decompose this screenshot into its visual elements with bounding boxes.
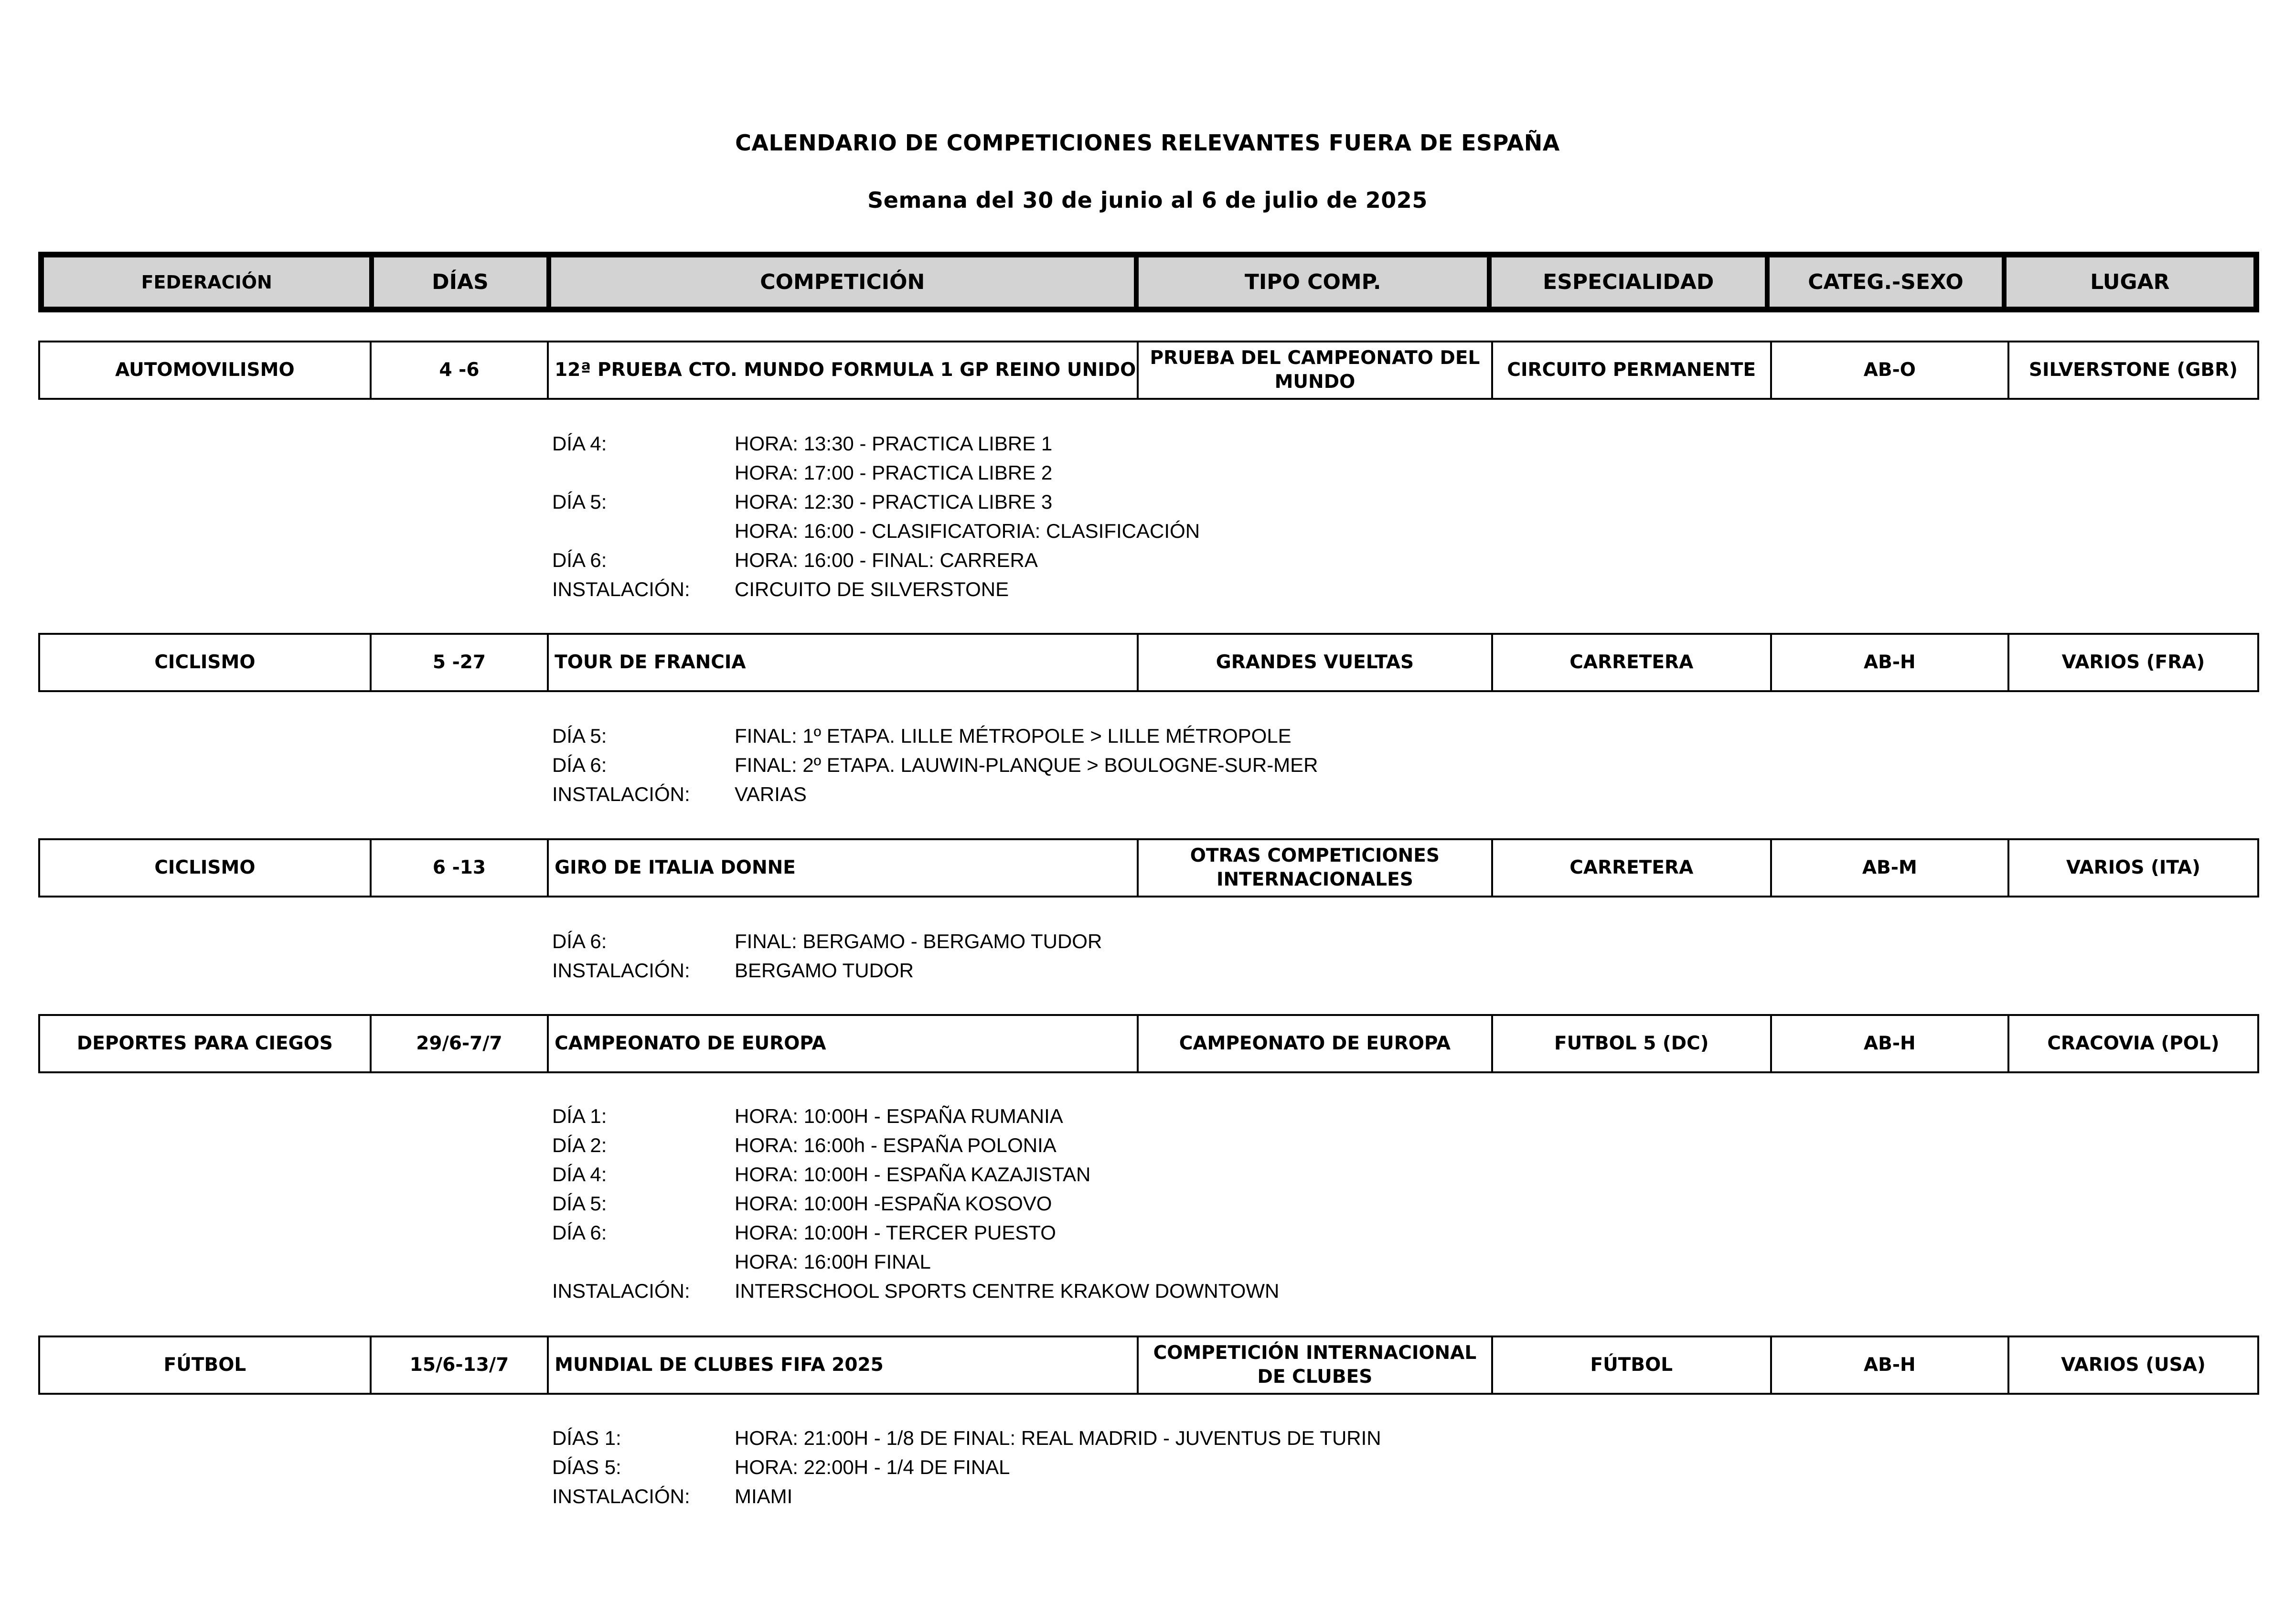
cell-tipo: OTRAS COMPETICIONES INTERNACIONALES	[1139, 840, 1493, 896]
detail-text: FINAL: 1º ETAPA. LILLE MÉTROPOLE > LILLE MÉTROPOLE	[735, 724, 1292, 747]
detail-day: DÍA 4:	[552, 1163, 607, 1186]
cell-lugar: CRACOVIA (POL)	[2047, 1033, 2220, 1054]
detail-day: INSTALACIÓN:	[552, 1279, 690, 1302]
detail-line	[552, 1189, 1279, 1218]
detail-line	[552, 1218, 1279, 1247]
detail-text: FINAL: 2º ETAPA. LAUWIN-PLANQUE > BOULOGNE-SUR-MER	[735, 753, 1318, 776]
cell-dias: 4 -6	[372, 342, 549, 398]
detail-text: FINAL: BERGAMO - BERGAMO TUDOR	[735, 930, 1102, 952]
detail-text: HORA: 16:00 - CLASIFICATORIA: CLASIFICACIÓN	[735, 519, 1200, 542]
cell-lugar: VARIOS (USA)	[2061, 1354, 2206, 1376]
detail-text: HORA: 12:30 - PRACTICA LIBRE 3	[735, 490, 1053, 513]
detail-line	[552, 575, 1200, 604]
detail-text: HORA: 10:00H - TERCER PUESTO	[735, 1221, 1056, 1244]
detail-line	[552, 956, 1102, 985]
detail-day: DÍA 6:	[552, 548, 607, 571]
cell-dias: 15/6-13/7	[372, 1337, 549, 1393]
detail-text: HORA: 10:00H - ESPAÑA RUMANIA	[735, 1104, 1063, 1127]
detail-text: HORA: 21:00H - 1/8 DE FINAL: REAL MADRID - JUVENTUS DE TURIN	[735, 1426, 1381, 1449]
cell-categoria: AB-M	[1772, 840, 2009, 896]
cell-competicion: MUNDIAL DE CLUBES FIFA 2025	[549, 1337, 1139, 1393]
detail-text: HORA: 22:00H - 1/4 DE FINAL	[735, 1455, 1010, 1478]
header-categoria: CATEG.-SEXO	[1770, 257, 2006, 307]
event-details	[552, 1423, 1381, 1511]
detail-text: VARIAS	[735, 782, 807, 805]
cell-competicion: GIRO DE ITALIA DONNE	[549, 840, 1139, 896]
header-competicion: COMPETICIÓN	[551, 257, 1139, 307]
event-row	[38, 341, 2259, 400]
detail-line	[552, 721, 1318, 750]
cell-federacion: CICLISMO	[40, 840, 372, 896]
event-details	[552, 429, 1200, 604]
detail-day: DÍA 5:	[552, 724, 607, 747]
table-header	[38, 252, 2259, 312]
cell-competicion: CAMPEONATO DE EUROPA	[549, 1016, 1139, 1071]
cell-federacion: CICLISMO	[40, 635, 372, 690]
cell-especialidad: FUTBOL 5 (DC)	[1493, 1016, 1772, 1071]
detail-day: DÍA 2:	[552, 1133, 607, 1156]
event-row	[38, 1336, 2259, 1395]
detail-day: DÍAS 5:	[552, 1455, 621, 1478]
detail-line	[552, 545, 1200, 575]
cell-especialidad: CARRETERA	[1493, 635, 1772, 690]
detail-line	[552, 750, 1318, 780]
cell-federacion: DEPORTES PARA CIEGOS	[40, 1016, 372, 1071]
header-especialidad: ESPECIALIDAD	[1492, 257, 1770, 307]
detail-line	[552, 1101, 1279, 1131]
detail-text: BERGAMO TUDOR	[735, 959, 914, 982]
detail-day: DÍA 4:	[552, 432, 607, 455]
detail-text: INTERSCHOOL SPORTS CENTRE KRAKOW DOWNTOWN	[735, 1279, 1280, 1302]
detail-line	[552, 1276, 1279, 1305]
cell-tipo: GRANDES VUELTAS	[1139, 635, 1493, 690]
event-row	[38, 1014, 2259, 1073]
detail-line	[552, 1453, 1381, 1482]
header-federacion: FEDERACIÓN	[44, 257, 374, 307]
cell-competicion: 12ª PRUEBA CTO. MUNDO FORMULA 1 GP REINO UNIDO	[549, 342, 1139, 398]
detail-line	[552, 780, 1318, 809]
detail-text: HORA: 13:30 - PRACTICA LIBRE 1	[735, 432, 1053, 455]
header-tipo: TIPO COMP.	[1139, 257, 1492, 307]
cell-especialidad: CIRCUITO PERMANENTE	[1493, 342, 1772, 398]
cell-categoria: AB-H	[1772, 1337, 2009, 1393]
cell-dias: 5 -27	[372, 635, 549, 690]
detail-text: HORA: 16:00H FINAL	[735, 1250, 931, 1273]
detail-day: INSTALACIÓN:	[552, 959, 690, 982]
detail-line	[552, 1247, 1279, 1276]
cell-lugar: VARIOS (ITA)	[2066, 857, 2200, 878]
detail-text: MIAMI	[735, 1485, 793, 1507]
detail-day: DÍA 6:	[552, 930, 607, 952]
detail-text: HORA: 17:00 - PRACTICA LIBRE 2	[735, 461, 1053, 484]
event-row	[38, 633, 2259, 692]
cell-especialidad: CARRETERA	[1493, 840, 1772, 896]
detail-line	[552, 487, 1200, 516]
header-lugar: LUGAR	[2090, 270, 2170, 294]
cell-lugar: SILVERSTONE (GBR)	[2028, 359, 2238, 381]
detail-line	[552, 1160, 1279, 1189]
detail-text: CIRCUITO DE SILVERSTONE	[735, 577, 1009, 600]
detail-line	[552, 516, 1200, 545]
detail-day: DÍA 1:	[552, 1104, 607, 1127]
header-dias: DÍAS	[374, 257, 551, 307]
event-details	[552, 721, 1318, 809]
detail-line	[552, 429, 1200, 458]
event-row	[38, 838, 2259, 897]
cell-federacion: FÚTBOL	[40, 1337, 372, 1393]
detail-day: DÍAS 1:	[552, 1426, 621, 1449]
detail-day: DÍA 5:	[552, 1192, 607, 1215]
detail-text: HORA: 10:00H - ESPAÑA KAZAJISTAN	[735, 1163, 1091, 1186]
detail-line	[552, 458, 1200, 487]
detail-text: HORA: 16:00h - ESPAÑA POLONIA	[735, 1133, 1057, 1156]
cell-tipo: PRUEBA DEL CAMPEONATO DEL MUNDO	[1139, 342, 1493, 398]
detail-text: HORA: 16:00 - FINAL: CARRERA	[735, 548, 1038, 571]
document-title: CALENDARIO DE COMPETICIONES RELEVANTES FUERA DE ESPAÑA	[735, 130, 1560, 156]
cell-competicion: TOUR DE FRANCIA	[549, 635, 1139, 690]
detail-day: INSTALACIÓN:	[552, 782, 690, 805]
cell-especialidad: FÚTBOL	[1493, 1337, 1772, 1393]
detail-day: INSTALACIÓN:	[552, 577, 690, 600]
cell-federacion: AUTOMOVILISMO	[40, 342, 372, 398]
cell-categoria: AB-H	[1772, 1016, 2009, 1071]
event-details	[552, 927, 1102, 985]
cell-dias: 29/6-7/7	[372, 1016, 549, 1071]
detail-line	[552, 1482, 1381, 1511]
detail-line	[552, 927, 1102, 956]
detail-day: DÍA 6:	[552, 1221, 607, 1244]
cell-tipo: CAMPEONATO DE EUROPA	[1139, 1016, 1493, 1071]
cell-categoria: AB-O	[1772, 342, 2009, 398]
detail-text: HORA: 10:00H -ESPAÑA KOSOVO	[735, 1192, 1052, 1215]
detail-day: INSTALACIÓN:	[552, 1485, 690, 1507]
event-details	[552, 1101, 1279, 1305]
detail-day: DÍA 5:	[552, 490, 607, 513]
cell-dias: 6 -13	[372, 840, 549, 896]
cell-tipo: COMPETICIÓN INTERNACIONAL DE CLUBES	[1139, 1337, 1493, 1393]
cell-categoria: AB-H	[1772, 635, 2009, 690]
detail-line	[552, 1423, 1381, 1453]
document-subtitle: Semana del 30 de junio al 6 de julio de 2025	[867, 187, 1428, 213]
detail-line	[552, 1131, 1279, 1160]
detail-day: DÍA 6:	[552, 753, 607, 776]
cell-lugar: VARIOS (FRA)	[2061, 652, 2205, 673]
